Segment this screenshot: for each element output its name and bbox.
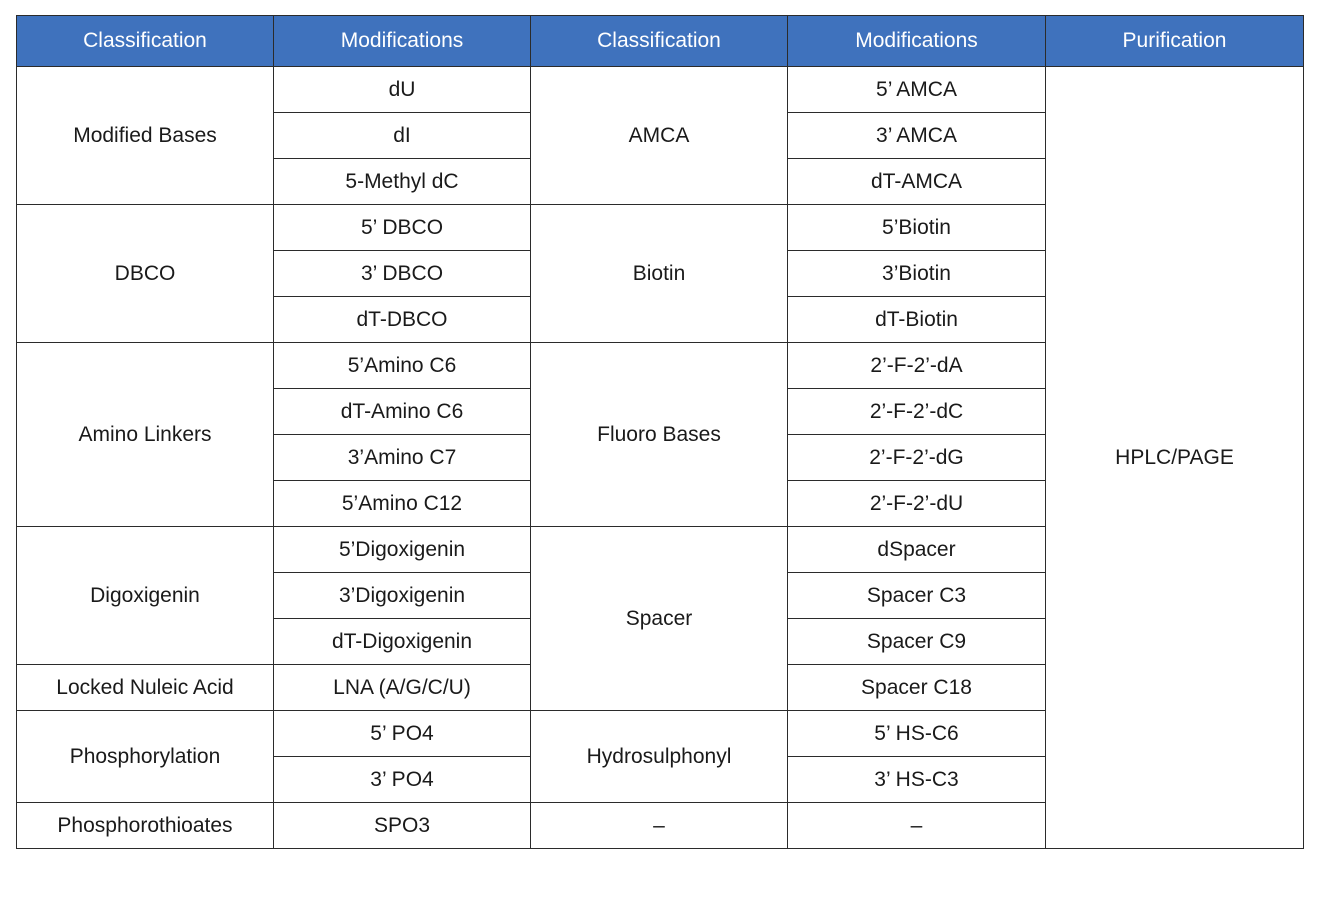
modification-cell: – xyxy=(788,803,1046,849)
modification-cell: LNA (A/G/C/U) xyxy=(274,665,531,711)
modification-cell: 3’ HS-C3 xyxy=(788,757,1046,803)
modification-cell: 5’ PO4 xyxy=(274,711,531,757)
modification-cell: 2’-F-2’-dC xyxy=(788,389,1046,435)
classification-cell: Modified Bases xyxy=(17,67,274,205)
header-classification-2: Classification xyxy=(531,16,788,67)
classification-cell: Digoxigenin xyxy=(17,527,274,665)
modification-cell: dT-Digoxigenin xyxy=(274,619,531,665)
classification-cell: – xyxy=(531,803,788,849)
header-row xyxy=(17,16,1304,67)
modification-cell: 5’Amino C6 xyxy=(274,343,531,389)
modification-cell: 5-Methyl dC xyxy=(274,159,531,205)
classification-cell: Phosphorylation xyxy=(17,711,274,803)
modification-cell: 5’Amino C12 xyxy=(274,481,531,527)
classification-cell: Hydrosulphonyl xyxy=(531,711,788,803)
modification-cell: 2’-F-2’-dA xyxy=(788,343,1046,389)
header-modifications-1: Modifications xyxy=(274,16,531,67)
classification-cell: Phosphorothioates xyxy=(17,803,274,849)
modification-cell: dT-Biotin xyxy=(788,297,1046,343)
classification-cell: Spacer xyxy=(531,527,788,711)
header-classification-1: Classification xyxy=(17,16,274,67)
modification-cell: Spacer C9 xyxy=(788,619,1046,665)
header-modifications-2: Modifications xyxy=(788,16,1046,67)
modification-cell: 2’-F-2’-dU xyxy=(788,481,1046,527)
classification-cell: Fluoro Bases xyxy=(531,343,788,527)
modification-cell: dT-DBCO xyxy=(274,297,531,343)
modification-cell: 3’ PO4 xyxy=(274,757,531,803)
modifications-table xyxy=(16,15,1304,849)
modification-cell: 5’ HS-C6 xyxy=(788,711,1046,757)
modification-cell: 3’Digoxigenin xyxy=(274,573,531,619)
modification-cell: 5’ AMCA xyxy=(788,67,1046,113)
modification-cell: dT-Amino C6 xyxy=(274,389,531,435)
modification-cell: 5’ DBCO xyxy=(274,205,531,251)
modification-cell: Spacer C18 xyxy=(788,665,1046,711)
modification-cell: 3’Amino C7 xyxy=(274,435,531,481)
classification-cell: AMCA xyxy=(531,67,788,205)
modification-cell: 3’ AMCA xyxy=(788,113,1046,159)
modification-cell: 5’Digoxigenin xyxy=(274,527,531,573)
header-purification: Purification xyxy=(1046,16,1304,67)
classification-cell: Biotin xyxy=(531,205,788,343)
modification-cell: 5’Biotin xyxy=(788,205,1046,251)
purification-cell: HPLC/PAGE xyxy=(1046,67,1304,849)
modification-cell: dSpacer xyxy=(788,527,1046,573)
classification-cell: Locked Nuleic Acid xyxy=(17,665,274,711)
modification-cell: 3’ DBCO xyxy=(274,251,531,297)
modification-cell: 2’-F-2’-dG xyxy=(788,435,1046,481)
modification-cell: dI xyxy=(274,113,531,159)
table-row xyxy=(17,67,1304,113)
modification-cell: Spacer C3 xyxy=(788,573,1046,619)
modification-cell: dU xyxy=(274,67,531,113)
modification-cell: SPO3 xyxy=(274,803,531,849)
classification-cell: Amino Linkers xyxy=(17,343,274,527)
modification-cell: dT-AMCA xyxy=(788,159,1046,205)
modification-cell: 3’Biotin xyxy=(788,251,1046,297)
classification-cell: DBCO xyxy=(17,205,274,343)
